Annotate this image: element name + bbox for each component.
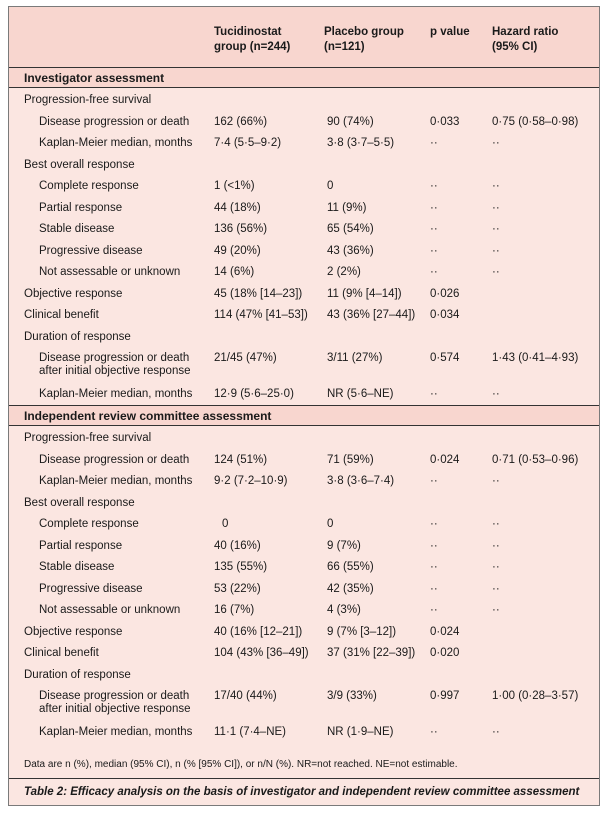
col-placebo-n: (n=121) xyxy=(324,41,365,53)
table-row xyxy=(9,450,599,472)
p-value: ·· xyxy=(430,726,438,738)
p-value: 0·024 xyxy=(430,453,460,466)
p-value: 0·024 xyxy=(430,625,460,638)
hazard-ratio-value: ·· xyxy=(492,223,500,235)
row-label: Best overall response xyxy=(24,496,135,509)
row-label: Disease progression or death after initial objective response xyxy=(39,690,191,715)
tucidinostat-value: 16 (7%) xyxy=(214,604,255,616)
table-caption: Table 2: Efficacy analysis on the basis of investigator and independent review committee assessment xyxy=(24,786,580,798)
tucidinostat-value: 45 (18% [14–23]) xyxy=(214,287,303,300)
placebo-value: NR (1·9–NE) xyxy=(327,726,394,738)
hazard-ratio-value: ·· xyxy=(492,726,500,738)
row-label: Disease progression or death xyxy=(39,115,190,128)
placebo-value: 9 (7%) xyxy=(327,539,361,552)
hazard-ratio-value: ·· xyxy=(492,582,500,595)
table-row xyxy=(9,348,599,384)
row-label: Disease progression or death xyxy=(39,453,190,466)
tucidinostat-value: 0 xyxy=(222,518,229,530)
placebo-value: 3·8 (3·7–5·5) xyxy=(327,137,395,149)
hazard-ratio-value: ·· xyxy=(492,137,500,149)
hazard-ratio-value: ·· xyxy=(492,388,500,400)
placebo-value: 3/11 (27%) xyxy=(327,352,383,364)
row-label: Stable disease xyxy=(39,223,115,235)
p-value: ·· xyxy=(430,223,438,235)
p-value: ·· xyxy=(430,388,438,400)
section-title: Independent review committee assessment xyxy=(24,409,272,423)
table-footnote: Data are n (%), median (95% CI), n (% [95% CI]), or n/N (%). NR=not reached. NE=not estimable. xyxy=(24,759,458,770)
row-label: Objective response xyxy=(24,625,123,638)
table-frame xyxy=(8,6,600,806)
placebo-value: 43 (36% [27–44]) xyxy=(327,309,416,321)
table-row xyxy=(9,219,599,241)
placebo-value: 3·8 (3·6–7·4) xyxy=(327,475,395,487)
row-label: Disease progression or death after initial objective response xyxy=(39,352,191,377)
table-row xyxy=(9,622,599,644)
col-tucidinostat-header xyxy=(214,25,290,55)
hazard-ratio-value: 0·75 (0·58–0·98) xyxy=(492,115,579,128)
table-row xyxy=(9,262,599,284)
table-row xyxy=(9,514,599,536)
placebo-value: 90 (74%) xyxy=(327,115,374,128)
placebo-value: 0 xyxy=(327,518,334,530)
col-hazard-ci: (95% CI) xyxy=(492,41,538,53)
tucidinostat-value: 12·9 (5·6–25·0) xyxy=(214,388,294,400)
table-row xyxy=(9,90,599,112)
p-value: ·· xyxy=(430,201,438,214)
table-row xyxy=(9,155,599,177)
placebo-value: 4 (3%) xyxy=(327,604,361,616)
placebo-value: 42 (35%) xyxy=(327,582,374,595)
table-row xyxy=(9,600,599,622)
table-row xyxy=(9,112,599,134)
row-label: Objective response xyxy=(24,287,123,300)
row-label: Partial response xyxy=(39,539,123,552)
tucidinostat-value: 124 (51%) xyxy=(214,453,268,466)
row-label: Partial response xyxy=(39,201,123,214)
p-value: 0·034 xyxy=(430,309,460,321)
table-row xyxy=(9,643,599,665)
section-header-investigator xyxy=(9,67,599,88)
table-row xyxy=(9,722,599,744)
table-row xyxy=(9,305,599,327)
placebo-value: NR (5·6–NE) xyxy=(327,388,394,400)
row-label: Kaplan-Meier median, months xyxy=(39,726,193,738)
tucidinostat-value: 40 (16%) xyxy=(214,539,261,552)
hazard-ratio-value: ·· xyxy=(492,561,500,573)
table-row xyxy=(9,493,599,515)
placebo-value: 2 (2%) xyxy=(327,266,361,278)
row-label: Duration of response xyxy=(24,330,131,343)
tucidinostat-value: 44 (18%) xyxy=(214,201,261,214)
table-row xyxy=(9,686,599,722)
row-label: Kaplan-Meier median, months xyxy=(39,137,193,149)
col-placebo-header xyxy=(324,25,404,55)
hazard-ratio-value: ·· xyxy=(492,180,500,192)
p-value: ·· xyxy=(430,244,438,257)
tucidinostat-value: 9·2 (7·2–10·9) xyxy=(214,475,288,487)
hazard-ratio-value: 1·43 (0·41–4·93) xyxy=(492,352,579,364)
row-label: Progression-free survival xyxy=(24,432,152,444)
table-row xyxy=(9,284,599,306)
section-header-irc xyxy=(9,405,599,426)
tucidinostat-value: 11·1 (7·4–NE) xyxy=(214,726,287,738)
row-label: Complete response xyxy=(39,518,139,530)
row-label: Best overall response xyxy=(24,158,135,171)
p-value: ·· xyxy=(430,604,438,616)
table-row xyxy=(9,579,599,601)
p-value: ·· xyxy=(430,539,438,552)
table-row xyxy=(9,327,599,349)
tucidinostat-value: 1 (<1%) xyxy=(214,180,255,192)
placebo-value: 9 (7% [3–12]) xyxy=(327,625,397,638)
placebo-value: 37 (31% [22–39]) xyxy=(327,647,416,659)
p-value: ·· xyxy=(430,561,438,573)
hazard-ratio-value: ·· xyxy=(492,266,500,278)
hazard-ratio-value: ·· xyxy=(492,604,500,616)
row-label: Duration of response xyxy=(24,668,131,681)
tucidinostat-value: 135 (55%) xyxy=(214,561,268,573)
row-label: Not assessable or unknown xyxy=(39,604,181,616)
col-hazard-header xyxy=(492,25,558,55)
p-value: 0·574 xyxy=(430,352,460,364)
row-label: Not assessable or unknown xyxy=(39,266,181,278)
col-tucidinostat-n: group (n=244) xyxy=(214,41,291,53)
placebo-value: 11 (9% [4–14]) xyxy=(327,287,402,300)
tucidinostat-value: 162 (66%) xyxy=(214,115,268,128)
col-pvalue-header xyxy=(430,25,470,40)
hazard-ratio-value: ·· xyxy=(492,475,500,487)
table-row xyxy=(9,384,599,406)
p-value: ·· xyxy=(430,475,438,487)
hazard-ratio-value: ·· xyxy=(492,201,500,214)
p-value: ·· xyxy=(430,266,438,278)
hazard-ratio-value: ·· xyxy=(492,518,500,530)
p-value: 0·026 xyxy=(430,287,460,300)
table-row xyxy=(9,133,599,155)
p-value: ·· xyxy=(430,180,438,192)
tucidinostat-value: 7·4 (5·5–9·2) xyxy=(214,137,282,149)
table-row xyxy=(9,665,599,687)
row-label: Stable disease xyxy=(39,561,115,573)
row-label: Progression-free survival xyxy=(24,94,152,106)
p-value: ·· xyxy=(430,582,438,595)
placebo-value: 66 (55%) xyxy=(327,561,374,573)
table-header xyxy=(9,7,599,67)
p-value: ·· xyxy=(430,137,438,149)
tucidinostat-value: 17/40 (44%) xyxy=(214,690,277,702)
hazard-ratio-value: ·· xyxy=(492,244,500,257)
tucidinostat-value: 136 (56%) xyxy=(214,223,268,235)
tucidinostat-value: 114 (47% [41–53]) xyxy=(214,309,308,321)
row-label: Kaplan-Meier median, months xyxy=(39,475,193,487)
p-value: 0·033 xyxy=(430,115,460,128)
p-value: 0·020 xyxy=(430,647,460,659)
table-row xyxy=(9,428,599,450)
col-placebo-title: Placebo group xyxy=(324,26,404,38)
tucidinostat-value: 53 (22%) xyxy=(214,582,261,595)
tucidinostat-value: 104 (43% [36–49]) xyxy=(214,647,309,659)
row-label: Progressive disease xyxy=(39,244,143,257)
row-label: Complete response xyxy=(39,180,139,192)
placebo-value: 71 (59%) xyxy=(327,453,374,466)
caption-divider xyxy=(9,778,599,779)
table-row xyxy=(9,471,599,493)
table-row xyxy=(9,241,599,263)
table-row xyxy=(9,557,599,579)
section-title: Investigator assessment xyxy=(24,71,165,85)
placebo-value: 3/9 (33%) xyxy=(327,690,377,702)
placebo-value: 0 xyxy=(327,180,334,192)
table-row xyxy=(9,176,599,198)
placebo-value: 65 (54%) xyxy=(327,223,374,235)
row-label: Clinical benefit xyxy=(24,309,99,321)
tucidinostat-value: 14 (6%) xyxy=(214,266,255,278)
hazard-ratio-value: 1·00 (0·28–3·57) xyxy=(492,690,579,702)
col-pvalue-title: p value xyxy=(430,26,470,38)
col-hazard-title: Hazard ratio xyxy=(492,26,559,38)
p-value: ·· xyxy=(430,518,438,530)
row-label: Kaplan-Meier median, months xyxy=(39,388,193,400)
tucidinostat-value: 49 (20%) xyxy=(214,244,261,257)
p-value: 0·997 xyxy=(430,690,460,702)
table-row xyxy=(9,536,599,558)
tucidinostat-value: 40 (16% [12–21]) xyxy=(214,625,303,638)
placebo-value: 43 (36%) xyxy=(327,244,374,257)
hazard-ratio-value: 0·71 (0·53–0·96) xyxy=(492,453,579,466)
placebo-value: 11 (9%) xyxy=(327,201,367,214)
row-label: Progressive disease xyxy=(39,582,143,595)
col-tucidinostat-title: Tucidinostat xyxy=(214,26,282,38)
hazard-ratio-value: ·· xyxy=(492,539,500,552)
row-label: Clinical benefit xyxy=(24,647,99,659)
table-row xyxy=(9,198,599,220)
tucidinostat-value: 21/45 (47%) xyxy=(214,352,277,364)
